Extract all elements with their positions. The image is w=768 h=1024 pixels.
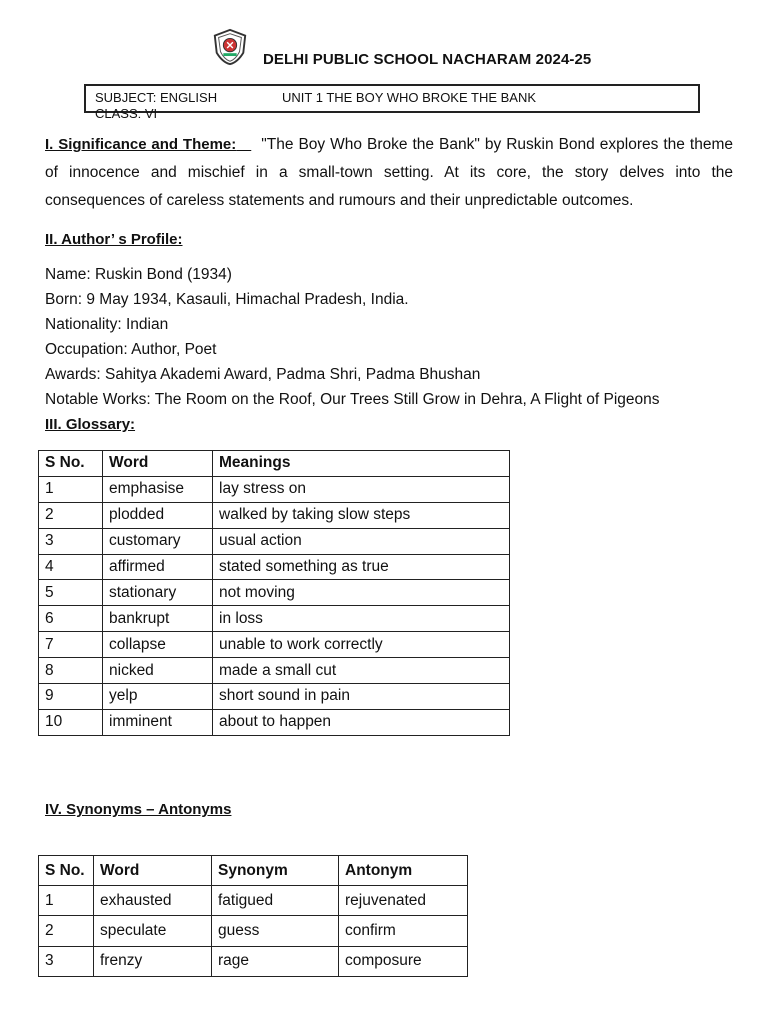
column-header: Word — [103, 451, 213, 477]
table-cell: about to happen — [213, 709, 510, 735]
table-cell: confirm — [339, 916, 468, 946]
syn-ant-section — [45, 796, 733, 824]
table-cell: bankrupt — [103, 606, 213, 632]
table-cell: rage — [212, 946, 339, 976]
subject-label: SUBJECT: ENGLISH — [95, 90, 218, 105]
table-cell: 5 — [39, 580, 103, 606]
table-row — [39, 886, 468, 916]
table-cell: not moving — [213, 580, 510, 606]
table-cell: made a small cut — [213, 658, 510, 684]
column-header: S No. — [39, 451, 103, 477]
column-header: S No. — [39, 856, 94, 886]
table-cell: 3 — [39, 946, 94, 976]
table-cell: frenzy — [94, 946, 212, 976]
glossary-heading: III. Glossary: — [45, 416, 136, 433]
table-cell: speculate — [94, 916, 212, 946]
table-cell: 2 — [39, 502, 103, 528]
table-header-row — [39, 856, 468, 886]
table-cell: 7 — [39, 632, 103, 658]
table-cell: 4 — [39, 554, 103, 580]
author-heading: II. Author’ s Profile: — [45, 231, 183, 248]
table-cell: walked by taking slow steps — [213, 502, 510, 528]
table-cell: imminent — [103, 709, 213, 735]
table-cell: emphasise — [103, 476, 213, 502]
table-cell: 3 — [39, 528, 103, 554]
table-cell: 2 — [39, 916, 94, 946]
table-cell: 6 — [39, 606, 103, 632]
table-cell: collapse — [103, 632, 213, 658]
table-cell: 1 — [39, 476, 103, 502]
table-cell: affirmed — [103, 554, 213, 580]
table-cell: yelp — [103, 684, 213, 710]
table-row — [39, 916, 468, 946]
table-cell: 9 — [39, 684, 103, 710]
profile-line: Notable Works: The Room on the Roof, Our Trees Still Grow in Dehra, A Flight of Pigeons — [45, 391, 660, 408]
table-cell: guess — [212, 916, 339, 946]
significance-heading: I. Significance and Theme: — [45, 136, 237, 153]
table-row — [39, 580, 510, 606]
school-title: DELHI PUBLIC SCHOOL NACHARAM 2024-25 — [263, 51, 592, 68]
table-cell: plodded — [103, 502, 213, 528]
table-cell: short sound in pain — [213, 684, 510, 710]
school-crest-icon — [211, 28, 249, 66]
column-header: Antonym — [339, 856, 468, 886]
table-row — [39, 476, 510, 502]
table-row — [39, 684, 510, 710]
table-cell: lay stress on — [213, 476, 510, 502]
profile-line: Occupation: Author, Poet — [45, 341, 217, 358]
class-label: CLASS: VI — [95, 106, 158, 121]
subject-box — [84, 84, 700, 121]
table-cell: 8 — [39, 658, 103, 684]
table-row — [39, 632, 510, 658]
column-header: Synonym — [212, 856, 339, 886]
profile-line: Nationality: Indian — [45, 316, 169, 333]
column-header: Word — [94, 856, 212, 886]
glossary-table — [38, 450, 510, 736]
table-cell: stated something as true — [213, 554, 510, 580]
significance-section — [45, 131, 733, 215]
syn-ant-table — [38, 855, 468, 977]
table-row — [39, 528, 510, 554]
table-cell: 1 — [39, 886, 94, 916]
profile-line: Name: Ruskin Bond (1934) — [45, 266, 232, 283]
table-header-row — [39, 451, 510, 477]
table-cell: 10 — [39, 709, 103, 735]
author-section — [45, 226, 733, 254]
table-cell: customary — [103, 528, 213, 554]
table-cell: composure — [339, 946, 468, 976]
profile-line: Awards: Sahitya Akademi Award, Padma Shri, Padma Bhushan — [45, 366, 481, 383]
table-row — [39, 658, 510, 684]
document-header — [0, 26, 768, 70]
table-cell: fatigued — [212, 886, 339, 916]
column-header: Meanings — [213, 451, 510, 477]
table-cell: usual action — [213, 528, 510, 554]
syn-ant-heading: IV. Synonyms – Antonyms — [45, 801, 232, 818]
table-cell: stationary — [103, 580, 213, 606]
table-row — [39, 502, 510, 528]
glossary-section — [45, 411, 733, 439]
table-cell: rejuvenated — [339, 886, 468, 916]
table-cell: exhausted — [94, 886, 212, 916]
table-row — [39, 946, 468, 976]
table-cell: unable to work correctly — [213, 632, 510, 658]
table-row — [39, 606, 510, 632]
profile-line: Born: 9 May 1934, Kasauli, Himachal Pradesh, India. — [45, 291, 409, 308]
unit-label: UNIT 1 THE BOY WHO BROKE THE BANK — [282, 90, 537, 105]
table-cell: in loss — [213, 606, 510, 632]
author-profile — [45, 262, 660, 412]
table-row — [39, 554, 510, 580]
significance-text: "The Boy Who Broke the Bank" by Ruskin Bond explores the theme of innocence and mischief in a small-town setting. At its core, the story delves into the consequences of careless statements and rumours and their unpredictable outcomes. — [45, 136, 733, 209]
table-cell: nicked — [103, 658, 213, 684]
table-row — [39, 709, 510, 735]
